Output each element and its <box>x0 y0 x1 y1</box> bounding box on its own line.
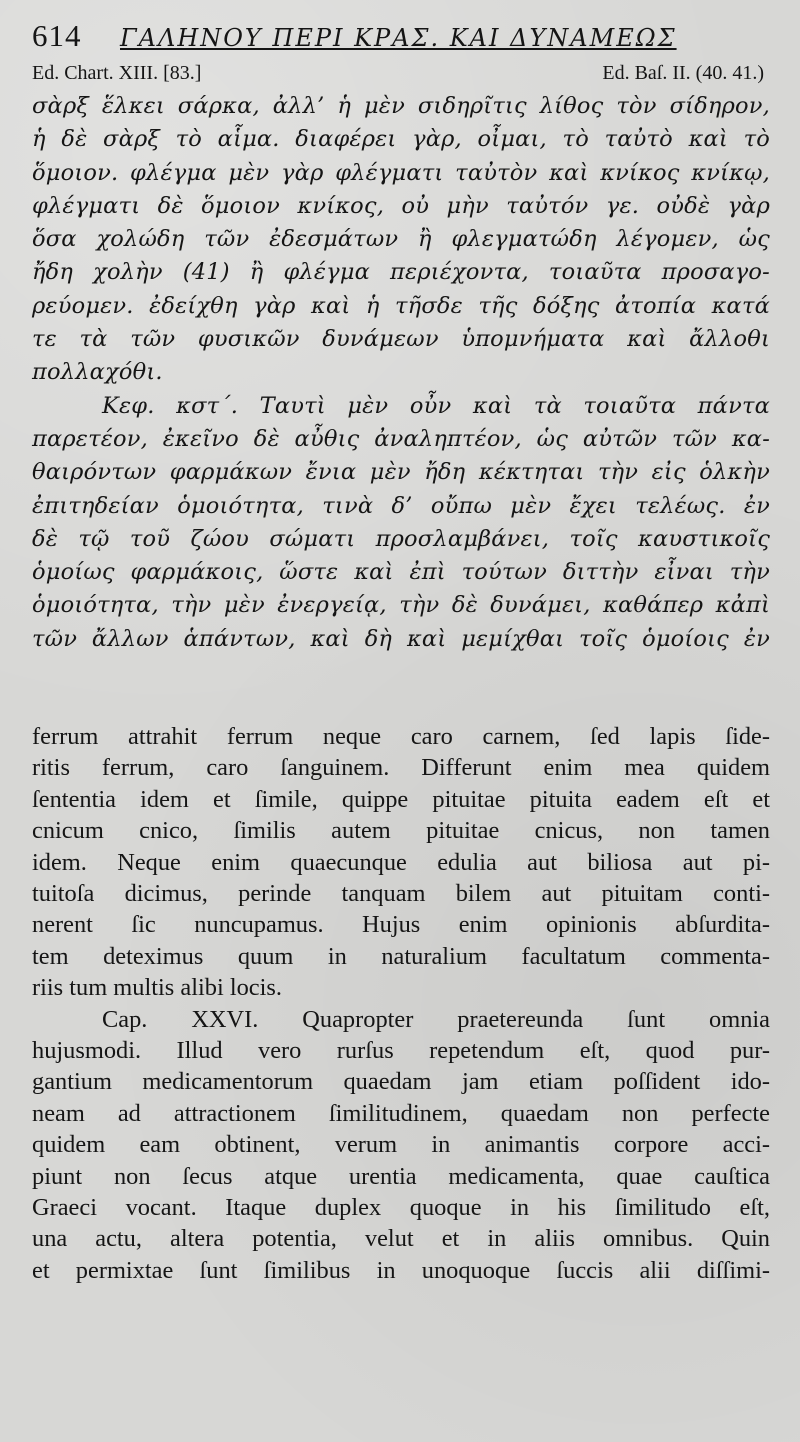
greek-line: φλέγματι δὲ ὅμοιον κνίκος, οὐ μὴν ταὐτόν γε. οὐδὲ γὰρ <box>32 192 770 219</box>
latin-line: quidem eam obtinent, verum in animantis corpore acci- <box>32 1131 770 1159</box>
greek-line: ἤδη χολὴν (41) ἢ φλέγμα περιέχοντα, τοιαῦτα προσαγο- <box>32 259 770 286</box>
greek-line: τε τὰ τῶν φυσικῶν δυνάμεων ὑπομνήματα καὶ ἄλλοθι <box>32 326 770 353</box>
greek-line: τῶν ἄλλων ἁπάντων, καὶ δὴ καὶ μεμίχθαι τοῖς ὁμοίοις ἐν <box>32 625 770 652</box>
greek-line: ὅμοιον. φλέγμα μὲν γὰρ φλέγματι ταὐτὸν καὶ κνίκος κνίκῳ, <box>32 159 770 186</box>
latin-line: tem deteximus quum in naturalium facultatum commenta- <box>32 942 770 970</box>
latin-line: ferrum attrahit ferrum neque caro carnem, ſed lapis ſide- <box>32 723 770 751</box>
greek-line: ὅσα χολώδη τῶν ἐδεσμάτων ἢ φλεγματώδη λέγομεν, ὡς <box>32 226 770 253</box>
greek-line: ὁμοίως φαρμάκοις, ὥστε καὶ ἐπὶ τούτων διττὴν εἶναι τὴν <box>32 559 770 586</box>
latin-text <box>32 721 770 1286</box>
latin-line: gantium medicamentorum quaedam jam etiam poſſident ido- <box>32 1068 770 1096</box>
latin-chapter-heading-line: Cap. XXVI. Quapropter praetereunda ſunt omnia <box>102 1005 770 1033</box>
latin-line: nerent ſic nuncupamus. Hujus enim opinionis abſurdita- <box>32 911 770 939</box>
running-head <box>32 18 770 62</box>
latin-line: Graeci vocant. Itaque duplex quoque in his ſimilitudo eſt, <box>32 1193 770 1221</box>
latin-line: cnicum cnico, ſimilis autem pituitae cnicus, non tamen <box>32 817 770 845</box>
greek-line: ρεύομεν. ἐδείχθη γὰρ καὶ ἡ τῆσδε τῆς δόξης ἀτοπία κατά <box>32 292 770 319</box>
latin-line: tuitoſa dicimus, perinde tanquam bilem aut pituitam conti- <box>32 880 770 907</box>
section-gap <box>32 656 770 721</box>
greek-line: δὲ τῷ τοῦ ζώου σώματι προσλαμβάνει, τοῖς καυστικοῖς <box>32 525 770 552</box>
latin-line: et permixtae ſunt ſimilibus in unoquoque ſuccis alii diſſimi- <box>32 1256 770 1284</box>
greek-line: παρετέον, ἐκεῖνο δὲ αὖθις ἀναληπτέον, ὡς αὐτῶν τῶν κα- <box>32 425 770 452</box>
latin-line: neam ad attractionem ſimilitudinem, quaedam non perfecte <box>32 1099 770 1127</box>
running-title: ΓΑΛΗΝΟΥ ΠΕΡΙ ΚΡΑΣ. ΚΑΙ ΔΥΝΑΜΕΩΣ <box>120 24 677 52</box>
page-number: 614 <box>32 18 82 53</box>
greek-line: θαιρόντων φαρμάκων ἔνια μὲν ἤδη κέκτηται τὴν εἰς ὁλκὴν <box>32 459 770 486</box>
edition-chartier: Ed. Chart. XIII. [83.] <box>32 62 202 84</box>
greek-line: ἡ δὲ σὰρξ τὸ αἷμα. διαφέρει γὰρ, οἶμαι, τὸ ταὐτὸ καὶ τὸ <box>32 126 770 153</box>
latin-line: riis tum multis alibi locis. <box>32 974 283 1002</box>
edition-references <box>32 62 770 88</box>
latin-line: idem. Neque enim quaecunque edulia aut biliosa aut pi- <box>32 848 770 876</box>
greek-line: σὰρξ ἕλκει σάρκα, ἀλλ’ ἡ μὲν σιδηρῖτις λίθος τὸν σίδηρον, <box>32 93 770 119</box>
edition-basel: Ed. Baſ. II. (40. 41.) <box>602 62 764 84</box>
latin-line: piunt non ſecus atque urentia medicamenta, quae cauſtica <box>32 1162 770 1190</box>
latin-line: hujusmodi. Illud vero rurſus repetendum eſt, quod pur- <box>32 1036 770 1064</box>
greek-line: ὁμοιότητα, τὴν μὲν ἐνεργείᾳ, τὴν δὲ δυνάμει, καθάπερ κἀπὶ <box>32 592 770 619</box>
latin-line: ſententia idem et ſimile, quippe pituitae pituita eadem eſt et <box>32 785 770 813</box>
greek-line: πολλαχόθι. <box>32 359 163 386</box>
latin-line: ritis ferrum, caro ſanguinem. Differunt enim mea quidem <box>32 754 770 782</box>
greek-text <box>32 90 770 656</box>
greek-line: ἐπιτηδείαν ὁμοιότητα, τινὰ δ’ οὔπω μὲν ἔχει τελέως. ἐν <box>32 492 770 519</box>
greek-chapter-heading-line: Κεφ. κστ΄. Ταυτὶ μὲν οὖν καὶ τὰ τοιαῦτα πάντα <box>102 392 770 419</box>
latin-line: una actu, altera potentia, velut et in aliis omnibus. Quin <box>32 1225 770 1253</box>
